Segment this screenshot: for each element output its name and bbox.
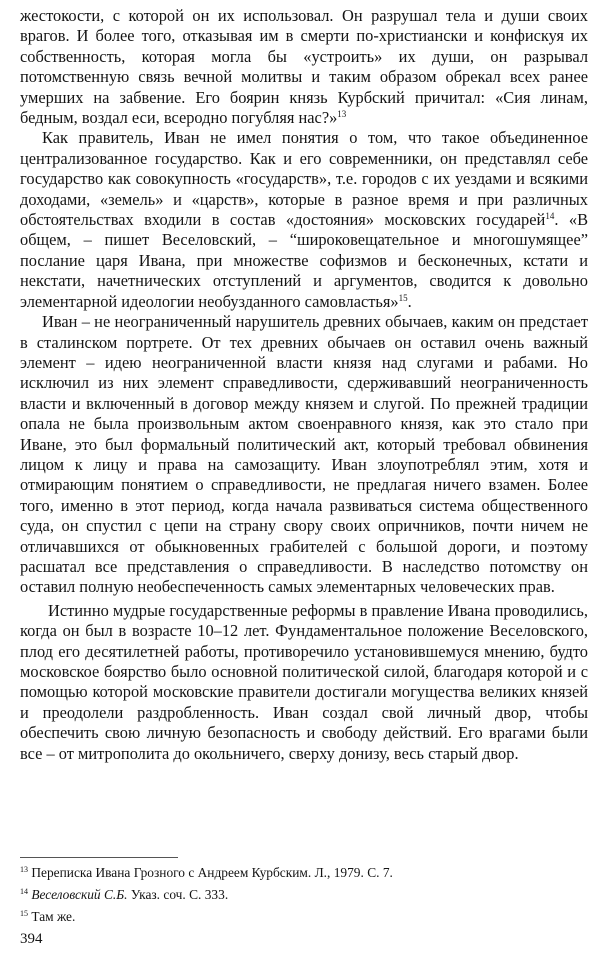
footnote-13 [20, 862, 588, 884]
footnote-13-text: Переписка Ивана Грозного с Андреем Курбским. Л., 1979. С. 7. [31, 865, 393, 880]
paragraph-2: Как правитель, Иван не имел понятия о том, что такое объединенное централизованное государство. Как и его современники, он представлял себе государство как совокупность «государств», т.е. городов с их уездами и всякими доходами, «земель» и «царств», которые в разное время и при различных обстоятельствах входили в состав «достояния» московских государей$^{14}$. «В общем, – пишет Веселовский, – “широковещательное и многошумящее” послание царя Ивана, при множестве софизмов и бесконечных, кстати и некстати, начетнических отступлений и аргументов, сводится к довольно элементарной идеологии необузданного самовластья»$^{15}$. [20, 128, 588, 311]
footnote-ref-15: 15 [398, 292, 408, 303]
footnote-14-text: Указ. соч. С. 333. [127, 887, 229, 902]
paragraph-3-text: Иван – не неограниченный нарушитель древних обычаев, каким он предстает в сталинском портрете. От тех древних обычаев он оставил очень важный элемент – идею неограниченной власти князя над слугами и рабами. Но исключил из них элемент справедливости, сдерживавший неограниченность власти и включенный в договор между князем и слугой. По прежней традиции опала не была произвольным актом своенравного князя, как это стало при Иване, это был формальный политический акт, который требовал обвинения лицом к лицу и права на самозащиту. Иван злоупотреблял этим, хотя и отмирающим понятием о справедливости, не предлагая ничего взамен. Более того, именно в этот период, когда начала развиваться система общественного суда, он спустил с цепи на страну свору своих опричников, почти ничем не отличавшихся от обыкновенных грабителей с большой дороги, и поэтому расшатал все представления о справедливости. В наследство потомству он оставил полную необеспеченность самых элементарных человеческих прав. [20, 312, 588, 597]
paragraph-3 [20, 312, 588, 598]
footnote-15-text: Там же. [31, 909, 76, 924]
footnote-ref-14: 14 [545, 211, 555, 222]
paragraph-1 [20, 6, 588, 128]
paragraph-4 [20, 601, 588, 764]
footnote-divider [20, 857, 178, 858]
footnote-15 [20, 906, 588, 928]
footnote-13-number: 13 [20, 865, 28, 874]
footnote-15-number: 15 [20, 909, 28, 918]
footnote-14-author: Веселовский С.Б. [31, 887, 128, 902]
footnote-ref-13: 13 [337, 109, 347, 120]
main-text [20, 6, 588, 764]
paragraph-2-text-b: . «В общем, – пишет Веселовский, – “широковещательное и многошумящее” послание царя Ивана, при множестве софизмов и бесконечных, кстати и некстати, начетнических отступлений и аргументов, сводится к довольно элементарной идеологии необузданного самовластья» [20, 210, 588, 311]
paragraph-1-text: жестокости, с которой он их использовал. Он разрушал тела и души своих врагов. И более того, отказывая им в смерти по-христиански и конфискуя их собственность, которая могла бы «устроить» их души, он разрывал потомственную связь вечной молитвы и таким образом обрекал всех ранее умерших на забвение. Его боярин князь Курбский причитал: «Сия линам, бедным, воздал еси, всеродно погубляя нас?» [20, 6, 588, 128]
page-number: 394 [20, 931, 43, 947]
footnotes [20, 862, 588, 928]
paragraph-2-text-a: Как правитель, Иван не имел понятия о том, что такое объединенное централизованное государство. Как и его современники, он представлял себе государство как совокупность «государств», т.е. городов с их уездами и всякими доходами, «земель» и «царств», которые в разное время и при различных обстоятельствах входили в состав «достояния» московских государей [20, 128, 588, 230]
footnote-14 [20, 884, 588, 906]
footnote-14-number: 14 [20, 887, 28, 896]
paragraph-4-text: Истинно мудрые государственные реформы в правление Ивана проводились, когда он был в возрасте 10–12 лет. Фундаментальное положение Веселовского, плод его десятилетней работы, противоречило установившемуся мнению, будто московское боярство было основной политической силой, благодаря которой и с помощью которой московские правители достигали могущества великих князей и преодолели раздробленность. Иван создал свой личный двор, чтобы обеспечить свою личную безопасность и свободу действий. Его врагами были все – от митрополита до окольничего, сверху донизу, весь старый двор. [20, 600, 588, 763]
